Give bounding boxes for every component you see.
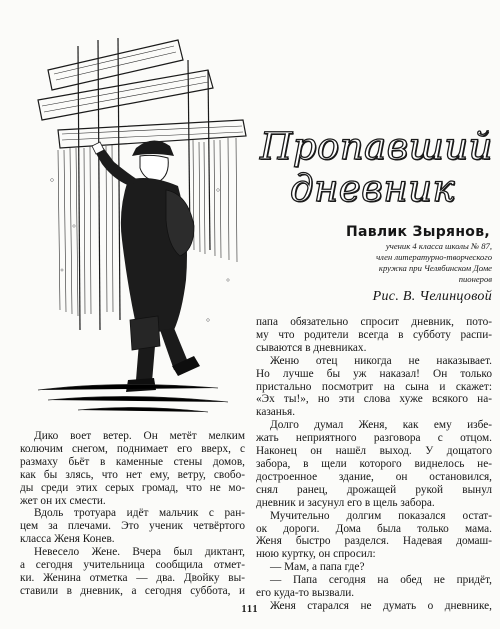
right_column-line: му что родители всегда в субботу распи-	[256, 328, 492, 341]
author-info-line-2: член литературно-творческого	[376, 252, 492, 262]
right_column-line: достроенное здание, он остановился,	[256, 470, 492, 483]
illustrator-credit: Рис. В. Челинцовой	[372, 289, 492, 304]
left_column-line: Дико воет ветер. Он метёт мелким	[34, 430, 245, 442]
right_column-line: Наконец он нашёл выход. У дощатого	[256, 445, 492, 458]
right_column-line: Женя старался не думать о дневнике,	[270, 599, 492, 612]
left_column-line: Вдоль тротуара идёт мальчик с ран-	[34, 507, 245, 520]
story-title	[260, 125, 493, 210]
right_column-line: сываются в дневниках.	[256, 341, 367, 354]
author-info-line-3: кружка при Челябинском Доме	[378, 263, 492, 273]
author-name: Павлик Зырянов,	[345, 224, 490, 240]
left_column-line: жет он их смести.	[20, 494, 106, 507]
right_column-line: папа обязательно спросит дневник, пото-	[256, 316, 492, 328]
right_column-line: Женю отец никогда не наказывает.	[270, 354, 492, 367]
right_column-line: его куда-то вызвали.	[256, 587, 355, 600]
right_column-line: нюю куртку, он спросил:	[256, 548, 376, 561]
left_column-line: класса Женя Конев.	[20, 533, 115, 546]
left_column-line: ставили в дневник, а сегодня суббота, и	[20, 584, 245, 597]
story-illustration	[18, 30, 253, 420]
title-line-1: Пропавший	[260, 125, 493, 168]
text-column-left	[20, 430, 245, 598]
left_column-line: колючим снегом, поднимает его вверх, с	[20, 442, 245, 455]
left_column-line: а сегодня учительница сообщила отмет-	[20, 559, 245, 572]
right_column-line: — Мам, а папа где?	[270, 561, 365, 574]
left_column-line: размаху бьёт в каменные стены домов,	[20, 455, 245, 468]
text-column-right	[256, 316, 492, 613]
right_column-line: снял ранец, дрожащей рукой вынул	[256, 483, 492, 496]
author-info-line-4: пионеров	[458, 274, 492, 284]
left_column-line: цем за плечами. Это ученик четвёртого	[20, 520, 245, 533]
right_column-line: жать неприятного разговора с отцом.	[256, 432, 492, 445]
author-info	[296, 241, 492, 285]
right_column-line: Женя быстро разделся. Надевая домаш-	[256, 535, 492, 548]
right_column-line: дневник и засунул его в щель забора.	[256, 496, 435, 509]
page-number: 111	[241, 604, 259, 615]
right_column-line: «Эх ты!», но эти слова хуже всякого на-	[256, 393, 492, 406]
author-info-line-1: ученик 4 класса школы № 87,	[385, 241, 492, 251]
right_column-line: Мучительно долгим показался остат-	[270, 509, 492, 522]
left_column-line: ды среди этих серых громад, что не мо-	[20, 481, 245, 494]
right_column-line: пристально посмотрит на сына и скажет:	[256, 380, 492, 393]
right_column-line: забора, в щели которого виднелось не-	[256, 457, 492, 470]
left_column-line: Невесело Жене. Вчера был диктант,	[34, 546, 245, 559]
left_column-line: ки. Женина отметка — два. Двойку вы-	[20, 571, 245, 584]
right_column-line: Долго думал Женя, как ему избе-	[270, 419, 492, 432]
right_column-line: казанья.	[256, 406, 296, 419]
boy-at-fence-drawing	[18, 30, 253, 420]
left_column-line: как бы злясь, что нет ему, ветру, свобо-	[20, 468, 245, 481]
right_column-line: Но лучше бы уж наказал! Он только	[256, 367, 492, 380]
right_column-line: — Папа сегодня на обед не придёт,	[270, 574, 492, 587]
title-line-2: дневник	[289, 167, 456, 210]
right_column-line: ок дороги. Дома была только мама.	[256, 522, 492, 535]
